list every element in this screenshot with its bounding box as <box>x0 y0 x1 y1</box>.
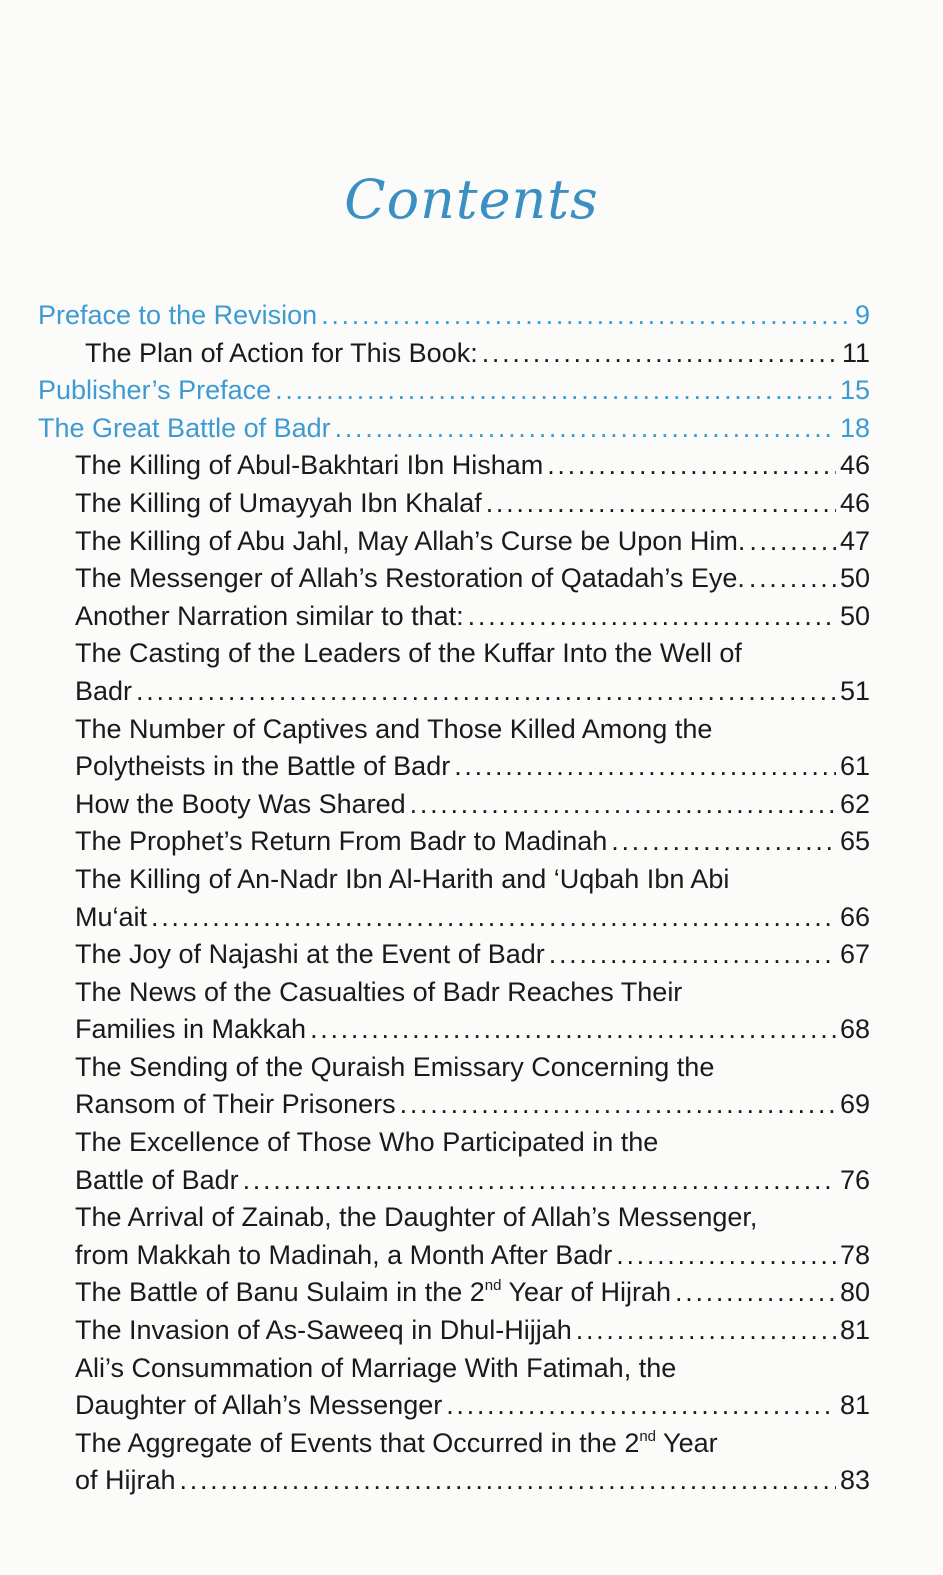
contents-title: Contents <box>344 168 599 231</box>
toc-entry[interactable]: The Prophet’s Return From Badr to Madinah . . . 65 <box>38 823 870 861</box>
page-number: 76 <box>839 1164 870 1195</box>
page-number: 47 <box>839 525 870 556</box>
page-number: 18 <box>839 412 870 443</box>
page-number: 50 <box>839 600 870 631</box>
page-number: 46 <box>839 450 870 481</box>
toc-entry[interactable]: The Plan of Action for This Book: . . . 11 <box>38 335 870 373</box>
toc-entry[interactable]: The Killing of Abul-Bakhtari Ibn Hisham . . . 46 <box>38 447 870 485</box>
page-number: 68 <box>839 1014 870 1045</box>
page-number: 78 <box>839 1239 870 1270</box>
toc-entry[interactable]: The Great Battle of Badr . . . 18 <box>38 410 870 448</box>
page-number: 9 <box>854 300 870 330</box>
page-number: 67 <box>839 939 870 970</box>
toc-entry[interactable]: Ali’s Consummation of Marriage With Fatimah, the Daughter of Allah’s Messenger . . . 81 <box>38 1350 870 1425</box>
page-number: 46 <box>839 487 870 518</box>
page-number: 61 <box>839 751 870 782</box>
page-number: 11 <box>841 337 870 368</box>
toc-entry[interactable]: The Killing of Umayyah Ibn Khalaf . . . 46 <box>38 485 870 523</box>
table-of-contents <box>38 297 870 1500</box>
toc-entry[interactable]: The Number of Captives and Those Killed Among the Polytheists in the Battle of Badr . . . 61 <box>38 711 870 786</box>
page-number: 83 <box>839 1465 870 1496</box>
toc-entry[interactable]: The Excellence of Those Who Participated in the Battle of Badr . . . 76 <box>38 1124 870 1199</box>
toc-entry[interactable]: Publisher’s Preface . . . 15 <box>38 372 870 410</box>
toc-entry[interactable]: The Casting of the Leaders of the Kuffar Into the Well of Badr . . . 51 <box>38 635 870 710</box>
toc-entry[interactable]: The Invasion of As-Saweeq in Dhul-Hijjah . . . 81 <box>38 1312 870 1350</box>
toc-entry[interactable]: Preface to the Revision . . . 9 <box>38 297 870 335</box>
page-number: 81 <box>839 1390 870 1421</box>
page-number: 80 <box>839 1277 870 1308</box>
toc-entry[interactable]: The Killing of An-Nadr Ibn Al-Harith and ‘Uqbah Ibn Abi Mu‘ait . . . 66 <box>38 861 870 936</box>
toc-entry[interactable]: The Arrival of Zainab, the Daughter of Allah’s Messenger, from Makkah to Madinah, a Month After Badr . . . 78 <box>38 1199 870 1274</box>
toc-entry[interactable]: How the Booty Was Shared . . . 62 <box>38 786 870 824</box>
page-number: 50 <box>839 563 870 594</box>
toc-entry[interactable]: The Sending of the Quraish Emissary Concerning the Ransom of Their Prisoners . . . 69 <box>38 1049 870 1124</box>
toc-entry[interactable]: The Battle of Banu Sulaim in the 2nd Year of Hijrah . . . 80 <box>38 1274 870 1312</box>
page-number: 66 <box>839 901 870 932</box>
page-number: 81 <box>839 1315 870 1346</box>
toc-entry[interactable]: The Messenger of Allah’s Restoration of Qatadah’s Eye. . . . 50 <box>38 560 870 598</box>
page-number: 51 <box>839 675 870 706</box>
page-number: 69 <box>839 1089 870 1120</box>
toc-entry[interactable]: Another Narration similar to that: . . . 50 <box>38 598 870 636</box>
page-number: 65 <box>839 826 870 857</box>
toc-entry[interactable]: The Killing of Abu Jahl, May Allah’s Curse be Upon Him. . . . 47 <box>38 523 870 561</box>
toc-entry[interactable]: The News of the Casualties of Badr Reaches Their Families in Makkah . . . 68 <box>38 974 870 1049</box>
toc-entry[interactable]: The Joy of Najashi at the Event of Badr . . . 67 <box>38 936 870 974</box>
page-number: 15 <box>839 375 870 406</box>
toc-entry[interactable]: The Aggregate of Events that Occurred in the 2nd Year of Hijrah . . . 83 <box>38 1425 870 1500</box>
page-number: 62 <box>839 788 870 819</box>
